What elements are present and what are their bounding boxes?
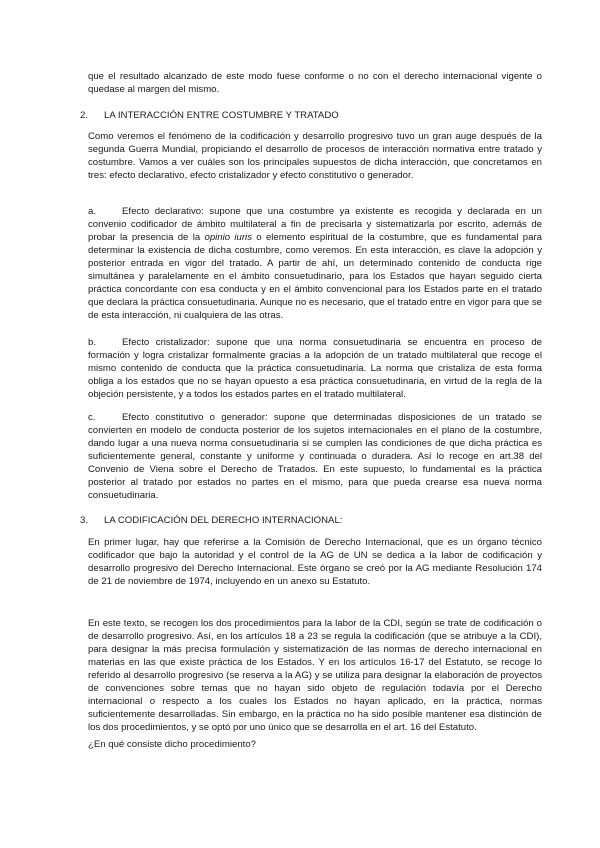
section-3-heading [80,514,342,527]
item-a-italic: opinio iuris [204,232,252,243]
item-c-label: c. [88,412,96,423]
section-3-number: 3. [80,515,89,526]
section-2-number: 2. [80,110,89,121]
section-2-title: LA INTERACCIÓN ENTRE COSTUMBRE Y TRATADO [104,110,339,121]
item-b-label: b. [88,337,97,348]
section-3-question: ¿En qué consiste dicho procedimiento? [88,739,256,750]
item-b [88,336,542,401]
section-3-paragraph-1: En primer lugar, hay que referirse a la Comisión de Derecho Internacional, que es un órgano técnico codificador que bajo la autoridad y el control de la AG de UN se dedica a la labor de codificación y desarrollo progresivo del Derecho Internacional. Este órgano se creó por la AG mediante Resolución 174 de 21 de noviembre de 1974, incluyendo en un anexo su Estatuto. [88,537,542,587]
intro-paragraph: que el resultado alcanzado de este modo fuese conforme o no con el derecho internacional vigente o quedase al margen del mismo. [88,71,542,95]
section-2-heading [80,109,339,122]
section-2-paragraph: Como veremos el fenómeno de la codificación y desarrollo progresivo tuvo un gran auge después de la segunda Guerra Mundial, propiciando el desarrollo de procesos de interacción normativa entre tratado y costumbre. Vamos a ver cuáles son los principales supuestos de dicha interacción, que concretamos en tres: efecto declarativo, efecto cristalizador y efecto constitutivo o generador. [88,131,542,181]
item-a-lead: Efecto declarativo: supone que una costumbre ya existente es recogida y declarada en un convenio codificador de ámbito multilateral a fin de precisarla y sistematizarla por escrito, además de probar la presencia de la [88,206,542,243]
section-3-paragraph-2: En este texto, se recogen los dos procedimientos para la labor de la CDI, según se trate de codificación o de desarrollo progresivo. Así, en los artículos 18 a 23 se regula la codificación (que se atribuye a la CDI), para designar la más precisa formulación y sistematización de las normas de derecho internacional en materias en las que existe práctica de los Estados. Y en los artículos 16-17 del Estatuto, se recoge lo referido al desarrollo progresivo (se reserva a la AG) y se utiliza para designar la elaboración de proyectos de convenciones sobre temas que no hayan sido objeto de regulación todavía por el Derecho internacional o respecto a los cuales los Estados no hayan aplicado, en la práctica, normas suficientemente desarrolladas. Sin embargo, en la práctica no ha sido posible mantener esa distinción de los dos procedimientos, y se optó por uno único que se desarrolla en el art. 16 del Estatuto. [88,618,542,733]
item-b-text: Efecto cristalizador: supone que una norma consuetudinaria se encuentra en proceso de formación y logra cristalizar formalmente gracias a la adopción de un tratado multilateral que recoge el mismo contenido de conducta que la práctica consuetudinaria. La norma que cristaliza de esta forma obliga a los estados que no se hayan opuesto a esa práctica consuetudinaria, en virtud de la regla de la objeción persistente, y a todos los estados partes en el tratado multilateral. [88,337,542,400]
item-a-label: a. [88,206,97,217]
item-a [88,205,542,322]
section-3-title: LA CODIFICACIÓN DEL DERECHO INTERNACIONAL: [104,515,343,526]
item-a-rest: o elemento espiritual de la costumbre, que es fundamental para determinar la existencia de dicha costumbre, como veremos. En esta interacción, es clave la adopción y posterior entrada en vigor del tratado. A partir de ahí, un determinado contenido de conducta rige simultánea y paralelamente en el ámbito consuetudinario, para los Estados que hayan seguido cierta práctica concordante con esa conducta y en el ámbito convencional para los Estados parte en el tratado que declara la práctica consuetudinaria. Aunque no es necesario, que el tratado entre en vigor para que se de esta interacción, ni cualquiera de las otras. [88,232,543,321]
item-c-text: Efecto constitutivo o generador: supone que determinadas disposiciones de un tratado se convierten en modelo de conducta posterior de los sujetos internacionales en el plano de la costumbre, dando lugar a una nueva norma consuetudinaria si se cumplen las condiciones de que dicha práctica es suficientemente general, constante y uniforme y continuada o duradera. Así lo recoge en art.38 del Convenio de Viena sobre el Derecho de Tratados. En este supuesto, lo fundamental es la práctica posterior al tratado por estados no partes en el mismo, para que pueda crearse esa nueva norma consuetudinaria. [88,412,542,501]
item-c [88,411,542,502]
